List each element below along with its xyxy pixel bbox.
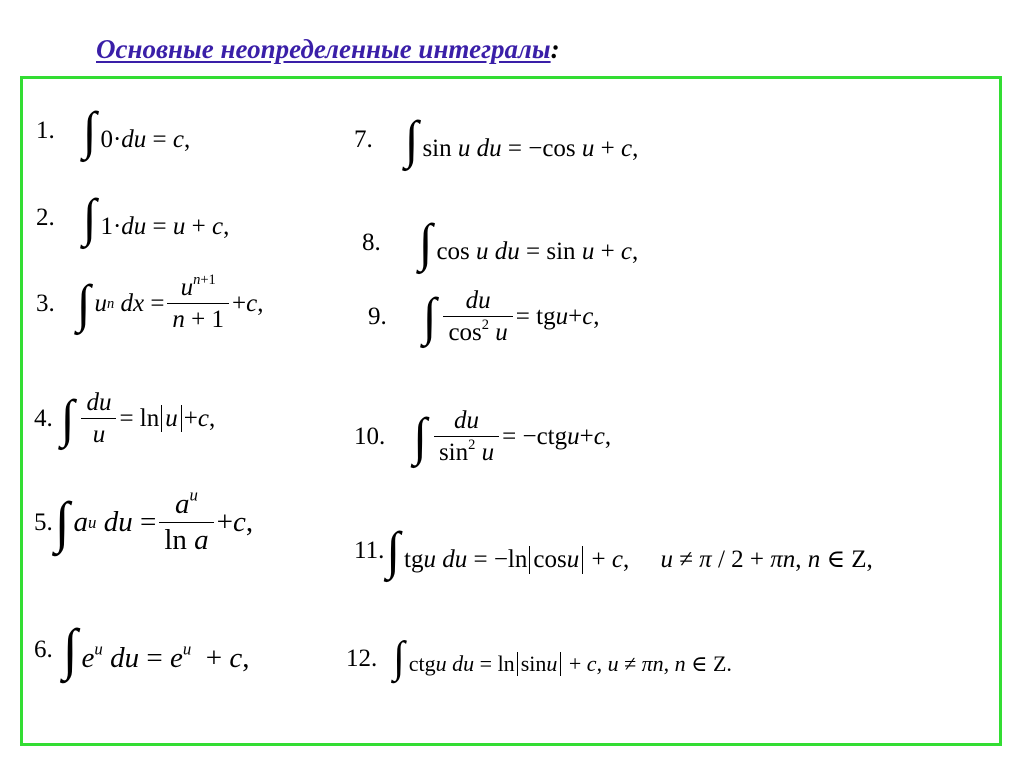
formula-7 (354, 109, 639, 169)
formula-8 (362, 212, 639, 272)
formula-number: 2. (36, 204, 55, 231)
formula-11 (354, 520, 873, 580)
formula-12 (346, 633, 732, 683)
formula-expression: ∫ $\frac{du}{\sin^2 u}$ = −ctg u + c , (413, 406, 612, 466)
page-title (96, 34, 560, 65)
formula-expression: ∫ u n dx = $\frac{u^{n+1}}{n + 1}$ + c , (76, 272, 264, 333)
formula-9 (368, 288, 600, 345)
integral-sign-icon: ∫ (54, 490, 70, 554)
formula-number: 1. (36, 117, 55, 144)
formula-5 (34, 485, 254, 556)
formula-number: 3. (36, 290, 55, 317)
page-title-text: Основные неопределенные интегралы (96, 34, 551, 64)
formula-number: 9. (368, 303, 387, 330)
integral-sign-icon: ∫ (60, 388, 75, 448)
formula-3 (36, 272, 264, 333)
formula-number: 11. (354, 537, 385, 565)
formula-expression: ∫ $\frac{du}{u}$ = ln u + c , (60, 388, 216, 448)
formula-number: 12. (346, 645, 378, 673)
integral-sign-icon: ∫ (82, 100, 97, 160)
formula-expression: ∫ $\frac{du}{\cos^2 u}$ = tg u + c , (422, 286, 600, 346)
formula-expression: ∫ ctgu du = ln sinu + c, u ≠ πn, n ∈ Z. (393, 633, 732, 683)
formula-10 (354, 408, 611, 465)
integral-sign-icon: ∫ (76, 273, 91, 333)
formula-2 (36, 187, 230, 247)
formula-expression: ∫ $e^u$ du = $e^u + c$, (62, 617, 250, 681)
integral-sign-icon: ∫ (418, 212, 433, 272)
integral-sign-icon: ∫ (386, 520, 401, 580)
integral-sign-icon: ∫ (422, 286, 437, 346)
formula-4 (34, 390, 215, 447)
page-title-colon: : (550, 34, 560, 64)
integral-sign-icon: ∫ (404, 109, 419, 169)
formula-number: 10. (354, 423, 386, 450)
integral-sign-icon: ∫ (82, 187, 97, 247)
integral-sign-icon: ∫ (413, 406, 427, 466)
formula-expression: ∫ 1·du = u + c, (82, 187, 230, 247)
formula-number: 6. (34, 635, 53, 663)
formula-number: 8. (362, 229, 381, 256)
formula-number: 5. (34, 509, 53, 536)
formula-expression: ∫ a u du = $\frac{a^u}{\text{ln a}}$ + c , (54, 485, 254, 556)
formula-number: 4. (34, 405, 53, 432)
integral-sign-icon: ∫ (393, 633, 405, 683)
integral-sign-icon: ∫ (62, 617, 78, 681)
formula-6 (34, 617, 250, 681)
formula-expression: ∫ cos u du = sin u + c, (418, 212, 639, 272)
formula-number: 7. (354, 126, 373, 153)
formula-expression: ∫ sin u du = −cos u + c, (404, 109, 639, 169)
formula-expression: ∫ tgu du = −ln cosu + c, u ≠ π / 2 + πn, n ∈ Z, (386, 520, 873, 580)
formula-expression: ∫ 0·du = c, (82, 100, 191, 160)
formula-1 (36, 100, 191, 160)
